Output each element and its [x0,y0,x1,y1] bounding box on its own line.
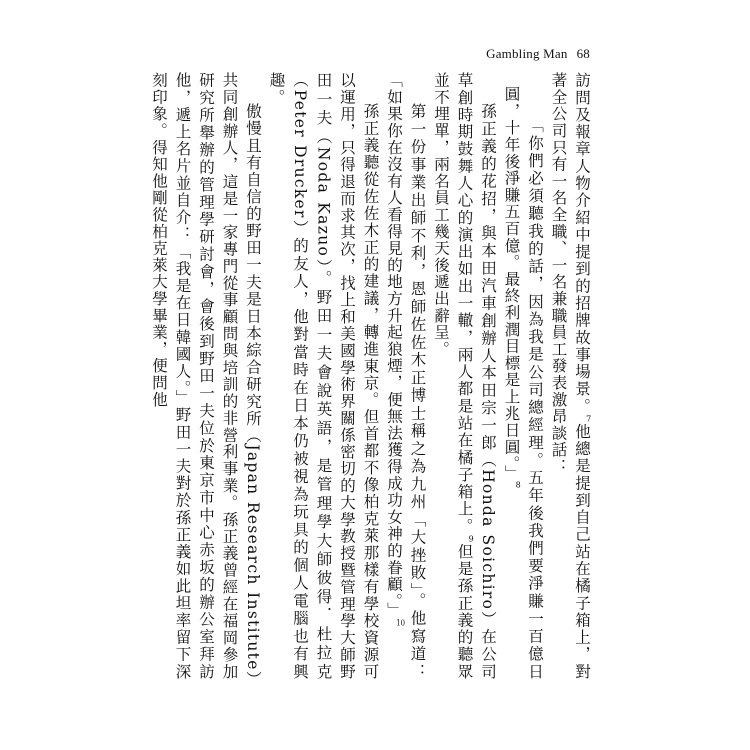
running-head-title: Gambling Man [486,46,568,61]
paragraph-3 [429,72,500,680]
text-run: 「你們必須聽我的話，因為我是公司總經理。五年後我們要淨賺一百億日圓，十年後淨賺五百億。最終利潤目標是上兆日圓。」 [502,86,544,680]
text-run: 孫正義聽從佐佐木正的建議，轉進東京。但首都不像柏克萊那樣有學校資源可以運用，只得退而求其次，找上和美國學術界關係密切的大學教授暨管理學大師野田一夫（Noda Kazuo）。野田一夫會說英語，是管理學大師彼得．杜拉克（Peter Drucker）的友人，他對當時在日本仍被視為玩具的個人電腦也有興趣。 [267,72,380,680]
text-run: 孫正義的花招，與本田汽車創辦人本田宗一郎（Honda Soichiro）在公司草創時期鼓舞人心的演出如出一轍，兩人都是站在橘子箱上。 [455,72,497,680]
body-text [147,72,594,680]
footnote-marker: 10 [396,618,406,627]
text-run: 訪問及報章人物介紹中提到的招牌故事場景。 [573,72,591,415]
page-number: 68 [576,46,590,61]
text-run: 他總是提到自己站在橘子箱上，對著全公司只有一名全職、一名兼職員工發表激昂談話： [549,72,591,680]
text-run: 但是孫正義的聽眾並不埋單，兩名員工幾天後遞出辭呈。 [432,72,474,680]
paragraph-4 [382,72,429,680]
paragraph-5 [264,72,382,680]
running-head [486,46,590,62]
text-run: 第一份事業出師不利，恩師佐佐木正博士稱之為九州「大挫敗」。他寫道：「如果你在沒有人看得見的地方升起狼煙，便無法獲得成功女神的眷顧。」 [385,72,427,680]
paragraph-2-quote [499,86,546,680]
text-run: 傲慢且有自信的野田一夫是日本綜合研究所（Japan Research Institute）共同創辦人，這是一家專門從事顧問與培訓的非營利事業。孫正義曾經在福岡參加研究所舉辦的管理學研討會，會後到野田一夫位於東京市中心赤坂的辦公室拜訪他，遞上名片並自介：「我是在日韓國人。」野田一夫對於孫正義如此坦率留下深刻印象。得知他剛從柏克萊大學畢業，便問他 [150,72,262,680]
footnote-marker: 8 [515,481,521,490]
footnote-marker: 7 [586,414,592,423]
footnote-marker: 9 [468,534,474,543]
paragraph-1 [546,72,593,680]
paragraph-6 [147,72,265,680]
